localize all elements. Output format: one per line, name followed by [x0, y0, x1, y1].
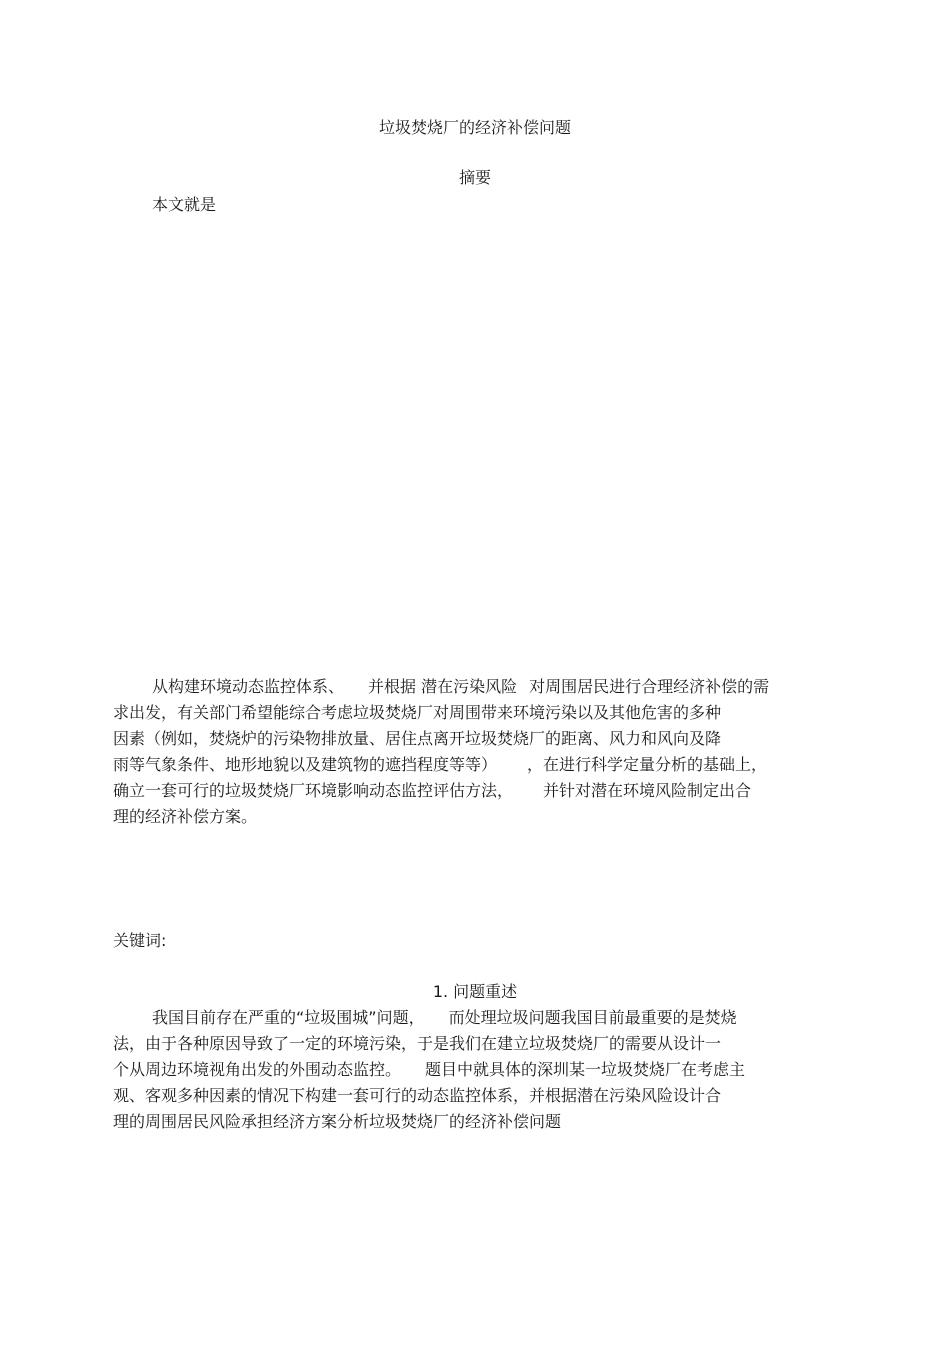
paragraph-line: 观、客观多种因素的情况下构建一套可行的动态监控体系，并根据潜在污染风险设计合 [113, 1086, 722, 1105]
text-segment: 雨等气象条件、地形地貌以及建筑物的遮挡程度等等） [113, 755, 498, 774]
text-segment: 确立一套可行的垃圾焚烧厂环境影响动态监控评估方法， [113, 781, 514, 800]
paragraph-line: 因素（例如，焚烧炉的污染物排放量、居住点离开垃圾焚烧厂的距离、风力和风向及降 [113, 729, 722, 748]
abstract-lead-text: 本文就是 [152, 195, 217, 214]
paragraph-line: 法，由于各种原因导致了一定的环境污染，于是我们在建立垃圾焚烧厂的需要从设计一 [113, 1034, 722, 1053]
text-segment: 个从周边环境视角出发的外围动态监控。 [113, 1060, 402, 1079]
text-segment: ，在进行科学定量分析的基础上， [527, 755, 768, 774]
abstract-heading: 摘要 [458, 168, 491, 187]
text-segment: 对周围居民进行合理经济补偿的需 [529, 677, 770, 696]
abstract-paragraph [113, 674, 825, 830]
paragraph-line: 理的经济补偿方案。 [113, 807, 258, 826]
paragraph-line [113, 778, 825, 804]
text-segment: 并针对潜在环境风险制定出合 [543, 781, 752, 800]
text-segment: 题目中就具体的深圳某一垃圾焚烧厂在考虑主 [425, 1060, 746, 1079]
text-segment: 并根据 潜在污染风险 [368, 677, 518, 696]
paragraph-line [113, 752, 825, 778]
paragraph-line [113, 674, 825, 700]
problem-restatement-paragraph [113, 1005, 825, 1135]
paragraph-line: 理的周围居民风险承担经济方案分析垃圾焚烧厂的经济补偿问题 [113, 1112, 562, 1131]
paragraph-line [113, 1057, 825, 1083]
document-title: 垃圾焚烧厂的经济补偿问题 [378, 118, 571, 137]
paragraph-line: 求出发，有关部门希望能综合考虑垃圾焚烧厂对周围带来环境污染以及其他危害的多种 [113, 703, 722, 722]
text-segment: 我国目前存在严重的“垃圾围城”问题， [152, 1008, 425, 1027]
text-segment: 从构建环境动态监控体系、 [152, 677, 345, 696]
section-heading: 1. 问题重述 [432, 982, 518, 1001]
text-segment: 而处理垃圾问题我国目前最重要的是焚烧 [448, 1008, 737, 1027]
paragraph-line [113, 1005, 825, 1031]
keywords-label: 关键词: [113, 931, 167, 950]
